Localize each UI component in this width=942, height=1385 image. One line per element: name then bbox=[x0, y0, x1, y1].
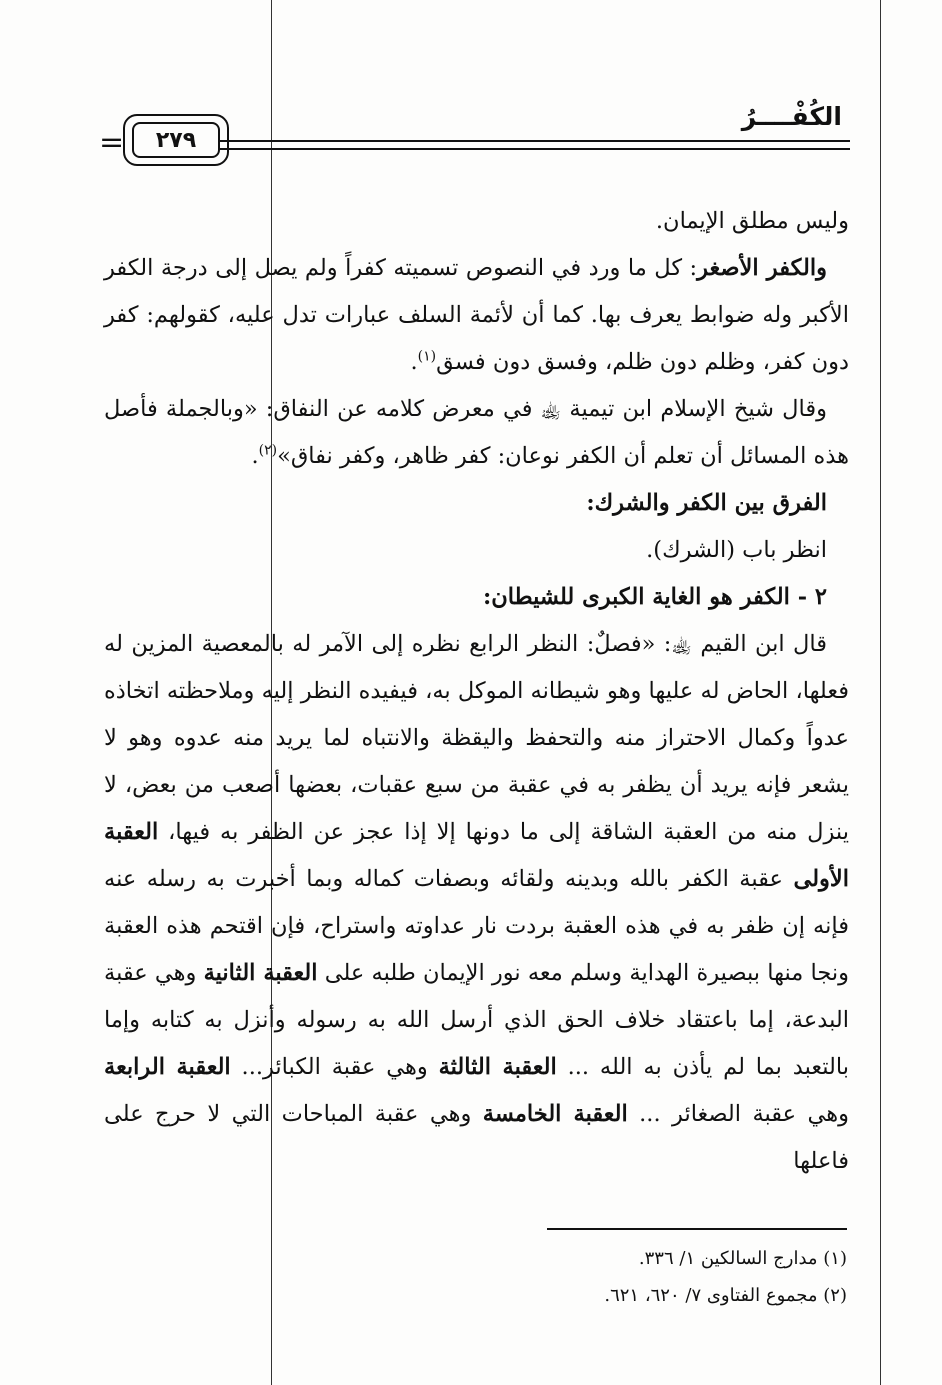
section-heading-difference: الفرق بين الكفر والشرك: bbox=[586, 490, 827, 516]
term-obstacle-3: العقبة الثالثة bbox=[438, 1054, 557, 1080]
paragraph-2: والكفر الأصغر: كل ما ورد في النصوص تسميته كفراً ولم يصل إلى درجة الكفر الأكبر وله ضوابط يعرف بها. كما أن لأئمة السلف عبارات تدل عليه، كقولهم: كفر دون كفر، وظلم دون ظلم، وفسق دون فسق$^{(١)}$. bbox=[104, 255, 849, 375]
page-header bbox=[95, 85, 850, 195]
footnotes bbox=[147, 1240, 847, 1314]
footnote-ref-1: (١) bbox=[417, 348, 437, 365]
term-obstacle-1: العقبة الأولى bbox=[104, 819, 849, 892]
running-title: الكُفْــــرُ bbox=[741, 102, 842, 131]
footnote-separator bbox=[547, 1228, 847, 1230]
page-number: ٢٧٩ bbox=[132, 122, 220, 158]
scan-line-right bbox=[880, 0, 881, 1385]
paragraph-3: وقال شيخ الإسلام ابن تيمية ﵀ في معرض كلامه عن النفاق: «وبالجملة فأصل هذه المسائل أن تعلم أن الكفر نوعان: كفر ظاهر، وكفر نفاق»$^{(٢)}$. bbox=[104, 396, 849, 469]
paragraph-4: انظر باب (الشرك). bbox=[646, 537, 827, 563]
term-obstacle-4: العقبة الرابعة bbox=[104, 1054, 231, 1080]
paragraph-1: وليس مطلق الإيمان. bbox=[655, 208, 849, 234]
paragraph-5: قال ابن القيم ﵀: «فصلٌ: النظر الرابع نظره إلى الآمر له بالمعصية المزين له فعلها، الحاض له عليها وهو شيطانه الموكل به، فيفيده النظر إليه وملاحظته اتخاذه عدواً وكمال الاحتراز منه والتحفظ واليقظة والانتباه لما يريد منه عدوه وهو لا يشعر فإنه يريد أن يظفر به في عقبة من سبع عقبات، بعضها أصعب من بعض، لا ينزل منه من العقبة الشاقة إلى ما دونها إلا إذا عجز عن الظفر به فيها، العقبة الأولى عقبة الكفر بالله وبدينه ولقائه وبصفات كماله وبما أخبرت به رسله عنه فإنه إن ظفر به في هذه العقبة بردت نار عداوته واستراح، فإن اقتحم هذه العقبة ونجا منها ببصيرة الهداية وسلم معه نور الإيمان طلبه على العقبة الثانية وهي عقبة البدعة، إما باعتقاد خلاف الحق الذي أرسل الله به رسوله وأنزل به كتابه وإما بالتعبد بما لم يأذن به الله ... العقبة الثالثة وهي عقبة الكبائر... العقبة الرابعة وهي عقبة الصغائر ... العقبة الخامسة وهي عقبة المباحات التي لا حرج على فاعلها bbox=[104, 631, 850, 1174]
section-heading-2: ٢ - الكفر هو الغاية الكبرى للشيطان: bbox=[482, 584, 827, 610]
footnote-2: (٢) مجموع الفتاوى ٧/ ٦٢٠، ٦٢١. bbox=[604, 1285, 847, 1306]
body-text bbox=[104, 198, 849, 1185]
footnote-1: (١) مدارج السالكين ١/ ٣٣٦. bbox=[638, 1248, 847, 1269]
header-rule-bottom bbox=[220, 148, 850, 150]
page-number-frame bbox=[123, 114, 229, 166]
footnote-ref-2: (٢) bbox=[258, 442, 278, 459]
header-ornament: = bbox=[99, 125, 125, 160]
term-obstacle-5: العقبة الخامسة bbox=[482, 1101, 628, 1127]
header-rule-top bbox=[220, 140, 850, 142]
term-lesser-kufr: والكفر الأصغر bbox=[697, 255, 827, 281]
term-obstacle-2: العقبة الثانية bbox=[203, 960, 318, 986]
